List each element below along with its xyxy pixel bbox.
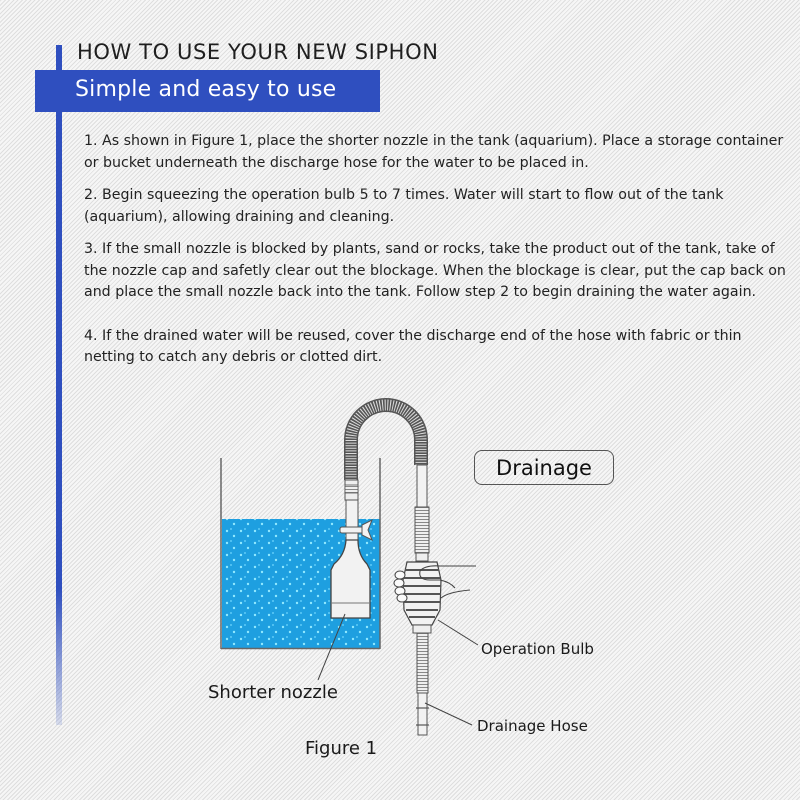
- figure-caption: Figure 1: [305, 738, 378, 759]
- step-1: 1. As shown in Figure 1, place the shorter nozzle in the tank (aquarium). Place a storage container or bucket underneath the discharge hose for the water to be placed in.: [84, 133, 784, 171]
- step-4: 4. If the drained water will be reused, cover the discharge end of the hose with fabric or thin netting to catch any debris or clotted dirt.: [84, 327, 742, 365]
- page-subtitle: Simple and easy to use: [75, 77, 337, 102]
- drainage-mode-label: Drainage: [474, 450, 614, 485]
- drainage-hose-icon: [416, 633, 429, 735]
- step-2: 2. Begin squeezing the operation bulb 5 to 7 times. Water will start to flow out of the tank (aquarium), allowing draining and cleaning.: [84, 187, 724, 225]
- page-title: HOW TO USE YOUR NEW SIPHON: [77, 40, 439, 64]
- label-shorter-nozzle: Shorter nozzle: [208, 682, 338, 703]
- label-operation-bulb: Operation Bulb: [481, 640, 594, 658]
- step-3: 3. If the small nozzle is blocked by plants, sand or rocks, take the product out of the tank, take of the nozzle cap and safetly clear out the blockage. When the blockage is clear, put the cap back on and place the small nozzle back into the tank. Follow step 2 to begin draining the water again.: [84, 241, 786, 300]
- operation-bulb-icon: [403, 553, 441, 633]
- label-drainage-hose: Drainage Hose: [477, 717, 588, 735]
